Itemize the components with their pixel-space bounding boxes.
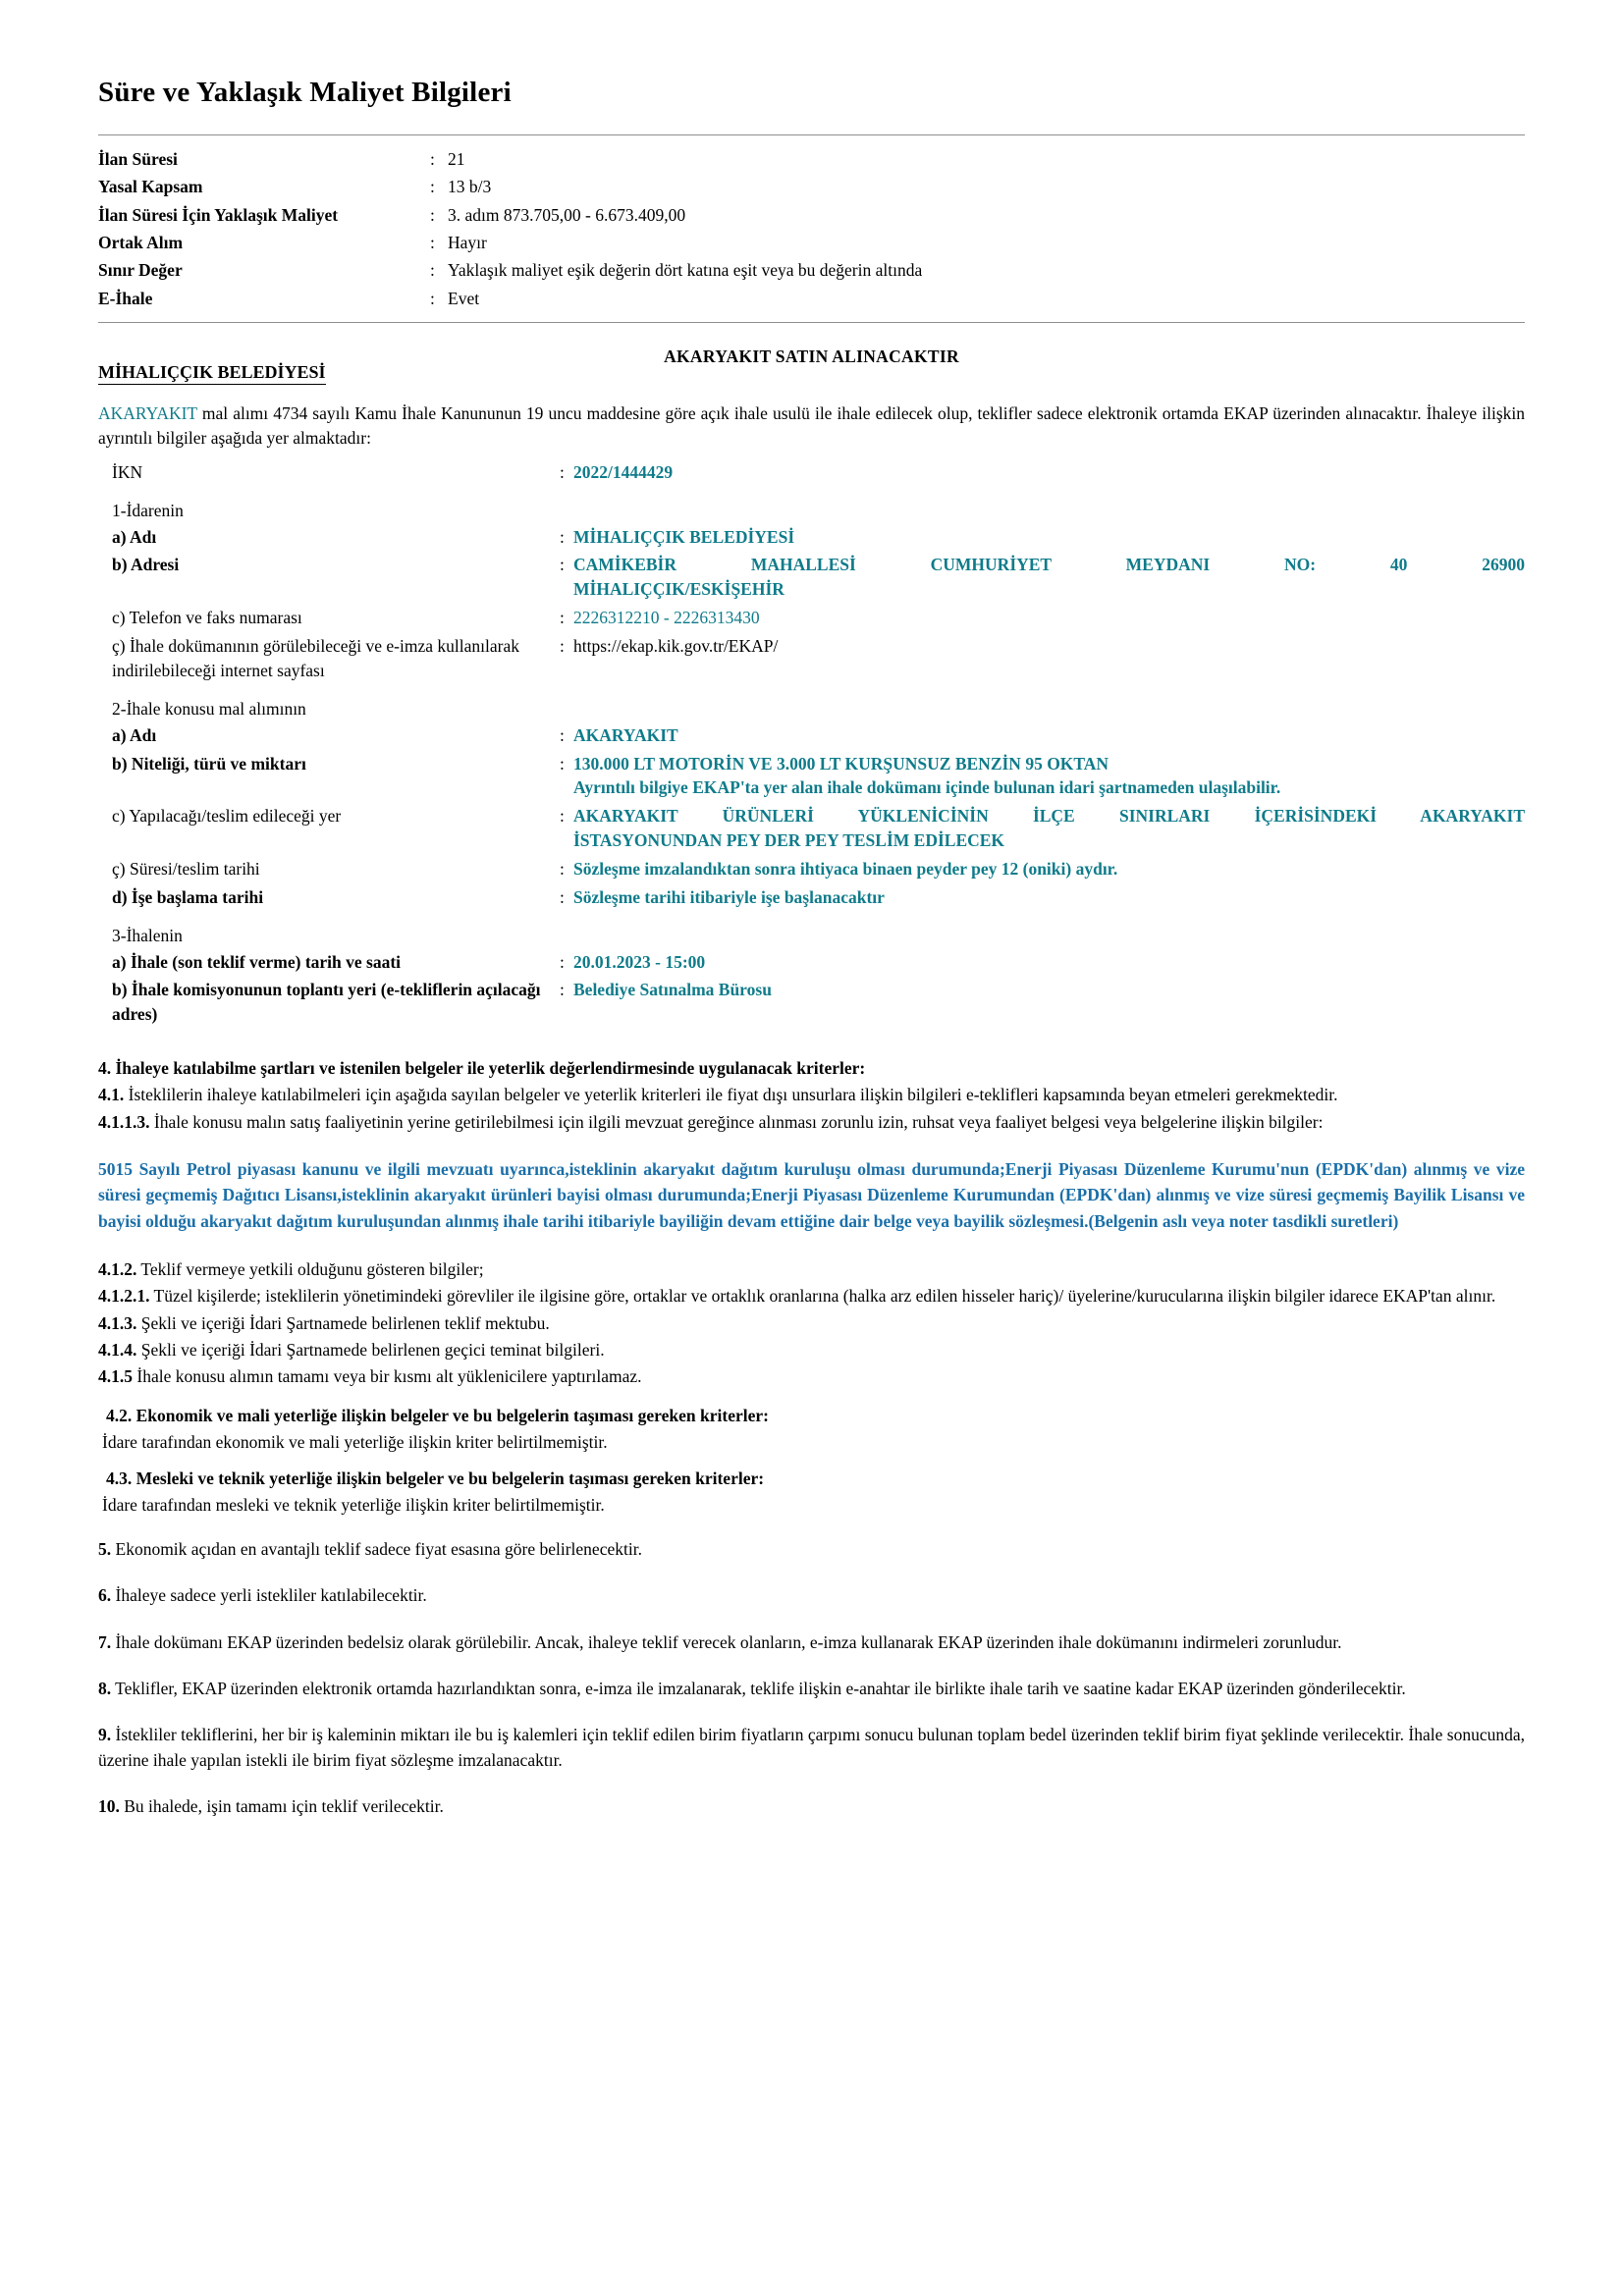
criteria-item-text: İhale konusu alımın tamamı veya bir kısmı alt yüklenicilere yaptırılamaz. [133,1366,642,1387]
criteria-414 [98,1338,1525,1362]
criteria-item-text: Tüzel kişilerde; isteklilerin yönetimindeki görevliler ile ilgisine göre, ortaklar ve ortaklık oranlarına (halka arz edilen hisseler hariç)/ üyelerine/kurucularına ilişkin bilgiler idarece EKAP'tan alınır. [149,1286,1496,1307]
field-label: b) Niteliği, türü ve miktarı [112,753,306,774]
summary-separator: : [430,177,435,197]
field-value: Sözleşme imzalandıktan sonra ihtiyaca binaen peyder pey 12 (oniki) aydır. [573,858,1118,879]
field-separator: : [560,724,565,745]
summary-row [98,285,1525,312]
notice-title: AKARYAKIT SATIN ALINACAKTIR [664,347,959,367]
field-label: c) Telefon ve faks numarası [112,608,302,628]
section3-heading: 3-İhalenin [112,925,183,945]
summary-row [98,229,1525,256]
notice-header [98,347,1525,383]
criteria-42-text: İdare tarafından ekonomik ve mali yeterliğe ilişkin kriter belirtilmemiştir. [102,1431,608,1452]
field-value: Sözleşme tarihi itibariyle işe başlanacaktır [573,886,885,907]
field-separator: : [560,608,565,628]
summary-value: 3. adım 873.705,00 - 6.673.409,00 [448,204,686,225]
section3-item-tarih [98,950,1525,975]
summary-value: Evet [448,288,480,308]
field-label: d) İşe başlama tarihi [112,886,264,907]
field-value: Belediye Satınalma Bürosu [573,980,772,1000]
intro-highlight: AKARYAKIT [98,403,197,424]
field-separator: : [560,635,565,656]
section2-item-nitelik [98,752,1525,801]
summary-separator: : [430,149,435,169]
section1-item-adi [98,525,1525,550]
section2-heading: 2-İhale konusu mal alımının [112,698,306,719]
criteria-4113-number: 4.1.1.3. [98,1111,150,1132]
field-label: a) İhale (son teklif verme) tarih ve saati [112,951,402,972]
criteria-43-text: İdare tarafından mesleki ve teknik yeterliğe ilişkin kriter belirtilmemiştir. [102,1494,605,1515]
field-separator: : [560,980,565,1000]
paragraph-text: Bu ihalede, işin tamamı için teklif verilecektir. [119,1796,444,1817]
paragraph-text: Ekonomik açıdan en avantajlı teklif sadece fiyat esasına göre belirlenecektir. [111,1538,642,1559]
field-value-line2: MİHALIÇÇIK/ESKİŞEHİR [573,579,784,600]
intro-rest: mal alımı 4734 sayılı Kamu İhale Kanununun 19 uncu maddesine göre açık ihale usulü ile ihale edilecek olup, teklifler sadece elektronik ortamda EKAP üzerinden alınacaktır. İhaleye ilişkin ayrıntılı bilgiler aşağıda yer almaktadır: [98,403,1525,448]
paragraph-text: İhale dokümanı EKAP üzerinden bedelsiz olarak görülebilir. Ancak, ihaleye teklif verecek olanların, e-imza kullanarak EKAP üzerinden ihale dokümanını indirmeleri zorunludur. [111,1631,1342,1652]
authority-name: MİHALIÇÇIK BELEDİYESİ [98,362,326,385]
paragraph-6 [98,1583,1525,1608]
section2-item-sure [98,857,1525,881]
ikn-separator: : [560,461,565,482]
summary-value: Hayır [448,233,487,253]
section3-item-adres [98,978,1525,1027]
criteria-41-text: İsteklilerin ihaleye katılabilmeleri için aşağıda sayılan belgeler ve yeterlik kriterleri ile fiyat dışı unsurlara ilişkin bilgileri e-teklifleri kapsamında beyan etmeleri gerekmektedir. [124,1085,1338,1105]
paragraph-8 [98,1677,1525,1701]
field-value: AKARYAKIT [573,724,678,745]
criteria-413 [98,1311,1525,1336]
summary-label: İlan Süresi İçin Yaklaşık Maliyet [98,204,339,225]
criteria-item-number: 4.1.2. [98,1258,137,1279]
ikn-row [98,460,1525,485]
license-requirement-block: 5015 Sayılı Petrol piyasası kanunu ve ilgili mevzuatı uyarınca,isteklinin akaryakıt dağıtım kuruluşu olması durumunda;Enerji Piyasası Düzenleme Kurumu'nun (EPDK'dan) alınmış ve vize süresi geçmemiş Dağıtıcı Lisansı,isteklinin akaryakıt ürünleri bayisi olması durumunda;Enerji Piyasası Düzenleme Kurumundan (EPDK'dan) alınmış ve vize süresi geçmemiş Bayilik Lisansı ve bayisi olduğu akaryakıt dağıtım kuruluşundan alınmış ihale tarihi itibariyle bayiliğin devam ettiğine dair belge veya bayilik sözleşmesi.(Belgenin aslı veya noter tasdikli suretleri) [98,1159,1525,1231]
paragraph-5 [98,1537,1525,1562]
ikn-label: İKN [112,461,143,482]
field-label: b) Adresi [112,555,180,575]
summary-value: 13 b/3 [448,177,492,197]
field-label: c) Yapılacağı/teslim edileceği yer [112,806,342,827]
criteria-412 [98,1257,1525,1282]
paragraph-text: İhaleye sadece yerli istekliler katılabilecektir. [111,1585,427,1606]
field-value: 2226312210 - 2226313430 [573,608,760,628]
criteria-41 [98,1083,1525,1107]
summary-label: İlan Süresi [98,149,178,169]
section1-item-dokuman [98,634,1525,683]
criteria-item-text: Şekli ve içeriği İdari Şartnamede belirlenen teklif mektubu. [136,1312,550,1333]
paragraph-10 [98,1794,1525,1819]
summary-separator: : [430,204,435,225]
section2-item-baslama [98,885,1525,910]
field-value: 20.01.2023 - 15:00 [573,951,706,972]
section2-item-adi [98,723,1525,748]
page-title: Süre ve Yaklaşık Maliyet Bilgileri [98,77,512,108]
criteria-42-heading: 4.2. Ekonomik ve mali yeterliğe ilişkin belgeler ve bu belgelerin taşıması gereken kriterler: [106,1405,769,1425]
summary-separator: : [430,288,435,308]
summary-row [98,173,1525,200]
section1-item-telefon [98,606,1525,630]
criteria-title: 4. İhaleye katılabilme şartları ve istenilen belgeler ile yeterlik değerlendirmesinde uygulanacak kriterler: [98,1058,866,1079]
field-separator: : [560,555,565,575]
field-separator: : [560,951,565,972]
intro-paragraph [98,401,1525,451]
field-value: MİHALIÇÇIK BELEDİYESİ [573,526,795,547]
paragraph-number: 6. [98,1585,112,1606]
summary-label: Ortak Alım [98,233,184,253]
criteria-415 [98,1364,1525,1389]
field-separator: : [560,886,565,907]
summary-separator: : [430,233,435,253]
paragraph-number: 7. [98,1631,112,1652]
summary-value: Yaklaşık maliyet eşik değerin dört katına eşit veya bu değerin altında [448,260,923,281]
criteria-4113 [98,1110,1525,1135]
field-value: CAMİKEBİR MAHALLESİ CUMHURİYET MEYDANI NO: 40 26900 [573,555,1525,575]
field-separator: : [560,806,565,827]
summary-label: Yasal Kapsam [98,177,203,197]
field-separator: : [560,526,565,547]
section2-item-teslim-yeri [98,804,1525,853]
paragraph-7 [98,1630,1525,1655]
summary-block [98,134,1525,323]
section1-heading: 1-İdarenin [112,500,184,520]
summary-label: Sınır Değer [98,260,183,281]
paragraph-9 [98,1723,1525,1773]
criteria-item-number: 4.1.2.1. [98,1286,150,1307]
summary-label: E-İhale [98,288,153,308]
criteria-item-text: Şekli ve içeriği İdari Şartnamede belirlenen geçici teminat bilgileri. [136,1340,605,1361]
field-value: AKARYAKIT ÜRÜNLERİ YÜKLENİCİNİN İLÇE SINIRLARI İÇERİSİNDEKİ AKARYAKIT [573,806,1525,827]
criteria-4113-text: İhale konusu malın satış faaliyetinin yerine getirilebilmesi için ilgili mevzuat gereğince alınması zorunlu izin, ruhsat veya faaliyet belgesi veya belgelerine ilişkin bilgiler: [149,1111,1324,1132]
paragraph-number: 5. [98,1538,112,1559]
field-value-line2: İSTASYONUNDAN PEY DER PEY TESLİM EDİLECEK [573,830,1005,851]
criteria-4121 [98,1284,1525,1308]
summary-row [98,256,1525,284]
field-value: 130.000 LT MOTORİN VE 3.000 LT KURŞUNSUZ BENZİN 95 OKTAN [573,753,1109,774]
field-label: ç) İhale dokümanının görülebileceği ve e-imza kullanılarak indirilebileceği internet sayfası [112,635,519,680]
paragraph-number: 8. [98,1678,112,1698]
criteria-item-number: 4.1.4. [98,1340,137,1361]
criteria-41-number: 4.1. [98,1085,125,1105]
summary-value: 21 [448,149,465,169]
section1-item-adres [98,553,1525,602]
summary-separator: : [430,260,435,281]
field-separator: : [560,858,565,879]
summary-row [98,201,1525,229]
field-label: a) Adı [112,724,157,745]
paragraph-text: Teklifler, EKAP üzerinden elektronik ortamda hazırlandıktan sonra, e-imza ile imzalanarak, teklife ilişkin e-anahtar ile birlikte ihale tarih ve saatine kadar EKAP üzerinden gönderilecektir. [111,1678,1406,1698]
field-label: a) Adı [112,526,157,547]
summary-row [98,145,1525,173]
field-label: ç) Süresi/teslim tarihi [112,858,260,879]
paragraph-text: İstekliler tekliflerini, her bir iş kaleminin miktarı ile bu iş kalemleri için teklif edilen birim fiyatların çarpımı sonucu bulunan toplam bedel üzerinden teklif birim fiyat şeklinde verilecektir. İhale sonucunda, üzerine ihale yapılan istekli ile birim fiyat sözleşme imzalanacaktır. [98,1725,1525,1770]
field-separator: : [560,753,565,774]
criteria-item-number: 4.1.5 [98,1366,133,1387]
paragraph-number: 9. [98,1725,112,1745]
criteria-43-heading: 4.3. Mesleki ve teknik yeterliğe ilişkin belgeler ve bu belgelerin taşıması gereken kriterler: [106,1468,765,1488]
field-value-line2: Ayrıntılı bilgiye EKAP'ta yer alan ihale dokümanı içinde bulunan idari şartnameden ulaşılabilir. [573,777,1281,798]
field-value[interactable]: https://ekap.kik.gov.tr/EKAP/ [573,635,779,656]
criteria-item-number: 4.1.3. [98,1312,137,1333]
ikn-value: 2022/1444429 [573,461,674,482]
criteria-item-text: Teklif vermeye yetkili olduğunu gösteren bilgiler; [136,1258,484,1279]
field-label: b) İhale komisyonunun toplantı yeri (e-tekliflerin açılacağı adres) [112,980,541,1025]
paragraph-number: 10. [98,1796,120,1817]
